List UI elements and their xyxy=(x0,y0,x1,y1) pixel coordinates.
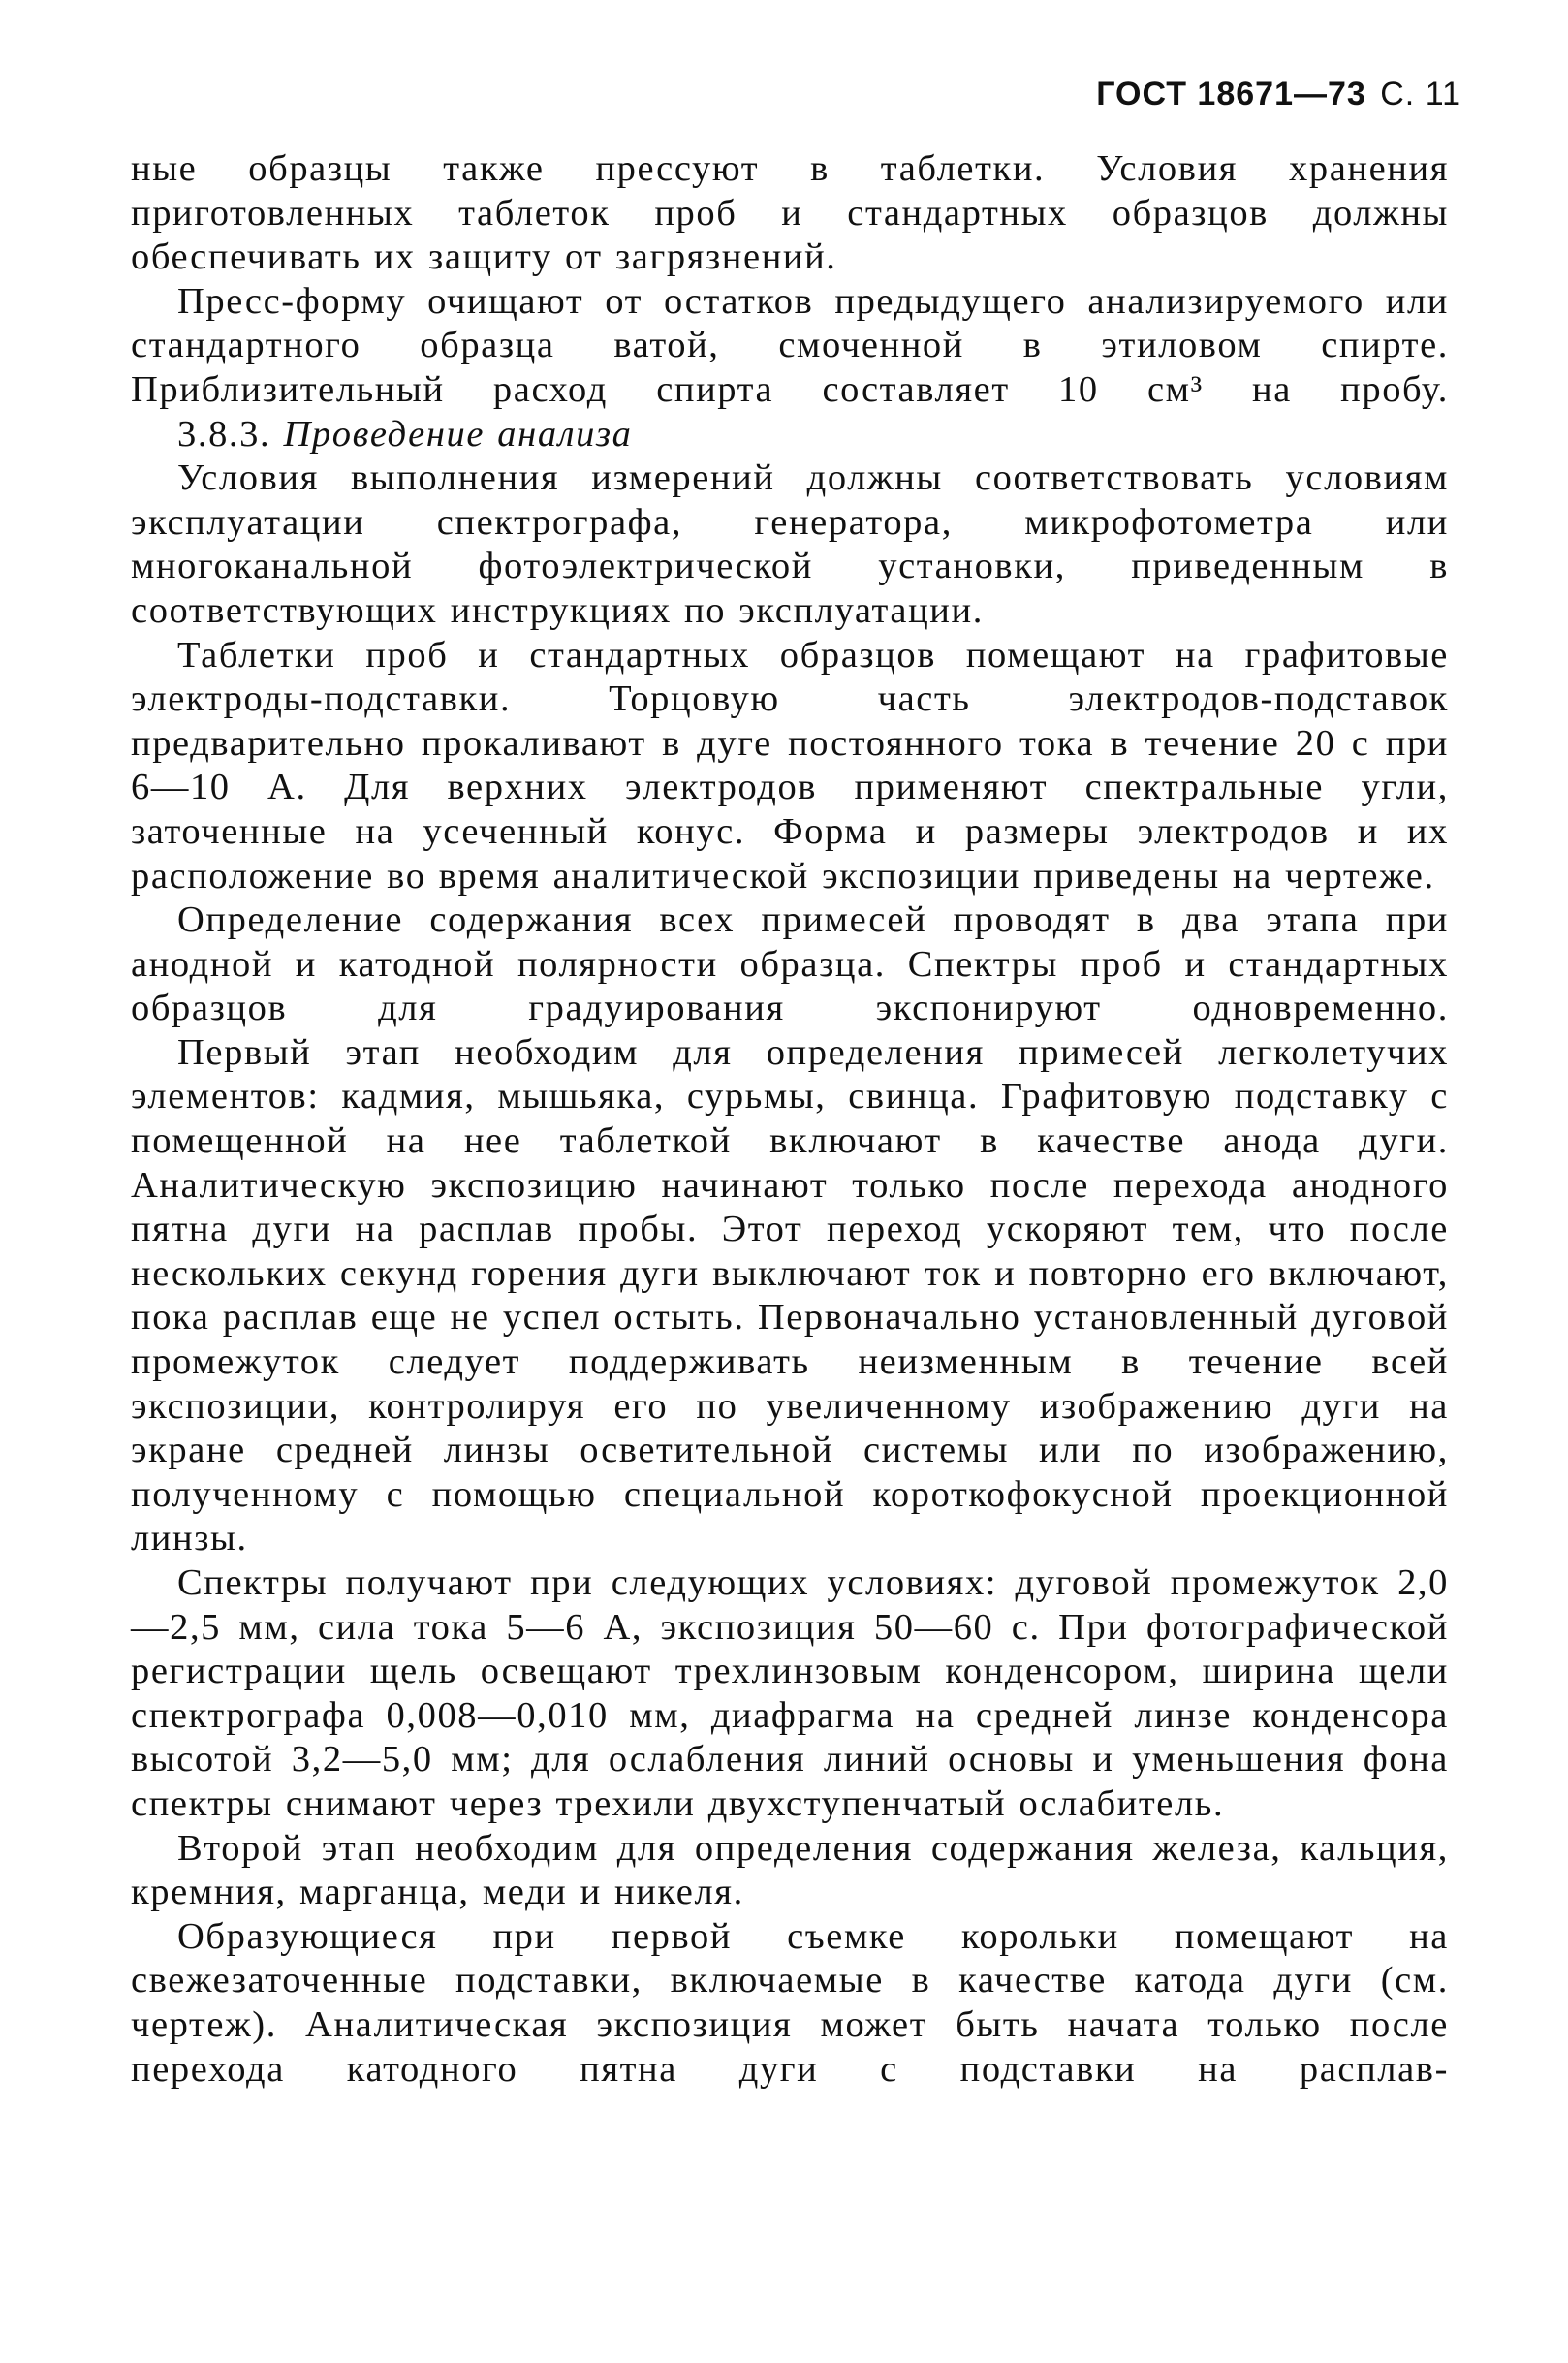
paragraph-3: Условия выполнения измерений должны соответствовать условиям эксплуатации спектрографа, генератора, микрофотометра или многоканальной фотоэлектрической установки, приведенным в соответствующих инструкциях по эксплуатации. xyxy=(131,457,1449,631)
paragraph-7: Спектры получают при следующих условиях: дуговой промежуток 2,0—2,5 мм, сила тока 5—6 А, экспозиция 50—60 с. При фотографической регистрации щель освещают трехлинзовым конденсором, ширина щели спектрографа 0,008—0,010 мм, диафрагма на средней линзе конденсора высотой 3,2—5,0 мм; для ослабления линий основы и уменьшения фона спектры снимают через трехили двухступенчатый ослабитель. xyxy=(131,1562,1449,1824)
paragraph-9: Образующиеся при первой съемке корольки помещают на свежезаточенные подставки, включаемые в качестве катода дуги (см. чертеж). Аналитическая экспозиция может быть начата только после перехода катодного пятна дуги с подставки на расплав- xyxy=(131,1915,1449,2090)
standard-designation: ГОСТ 18671—73 xyxy=(1096,76,1366,112)
section-title: Проведение анализа xyxy=(283,413,633,455)
paragraph-1: ные образцы также прессуют в таблетки. Условия хранения приготовленных таблеток проб и стандартных образцов должны обеспечивать их защиту от загрязнений. xyxy=(131,148,1449,278)
section-number: 3.8.3. xyxy=(177,413,271,455)
running-header xyxy=(1096,76,1461,113)
paragraph-2: Пресс-форму очищают от остатков предыдущего анализируемого или стандартного образца ватой, смоченной в этиловом спирте. Приблизительный расход спирта составляет 10 см³ на пробу. xyxy=(131,280,1449,410)
paragraph-8: Второй этап необходим для определения содержания железа, кальция, кремния, марганца, меди и никеля. xyxy=(131,1827,1449,1913)
paragraph-4: Таблетки проб и стандартных образцов помещают на графитовые электроды-подставки. Торцовую часть электродов-подставок предварительно прокаливают в дуге постоянного тока в течение 20 с при 6—10 А. Для верхних электродов применяют спектральные угли, заточенные на усеченный конус. Форма и размеры электродов и их расположение во время аналитической экспозиции приведены на чертеже. xyxy=(131,634,1449,897)
section-heading xyxy=(131,413,1449,457)
paragraph-6: Первый этап необходим для определения примесей легколетучих элементов: кадмия, мышьяка, сурьмы, свинца. Графитовую подставку с помещенной на нее таблеткой включают в качестве анода дуги. Аналитическую экспозицию начинают только после перехода анодного пятна дуги на расплав пробы. Этот переход ускоряют тем, что после нескольких секунд горения дуги выключают ток и повторно его включают, пока расплав еще не успел остыть. Первоначально установленный дуговой промежуток следует поддерживать неизменным в течение всей экспозиции, контролируя его по увеличенному изображению дуги на экране средней линзы осветительной системы или по изображению, полученному с помощью специальной короткофокусной проекционной линзы. xyxy=(131,1031,1449,1560)
page-number: С. 11 xyxy=(1380,76,1461,112)
paragraph-5: Определение содержания всех примесей проводят в два этапа при анодной и катодной полярности образца. Спектры проб и стандартных образцов для градуирования экспонируют одновременно. xyxy=(131,899,1449,1029)
body-text xyxy=(131,147,1449,2092)
